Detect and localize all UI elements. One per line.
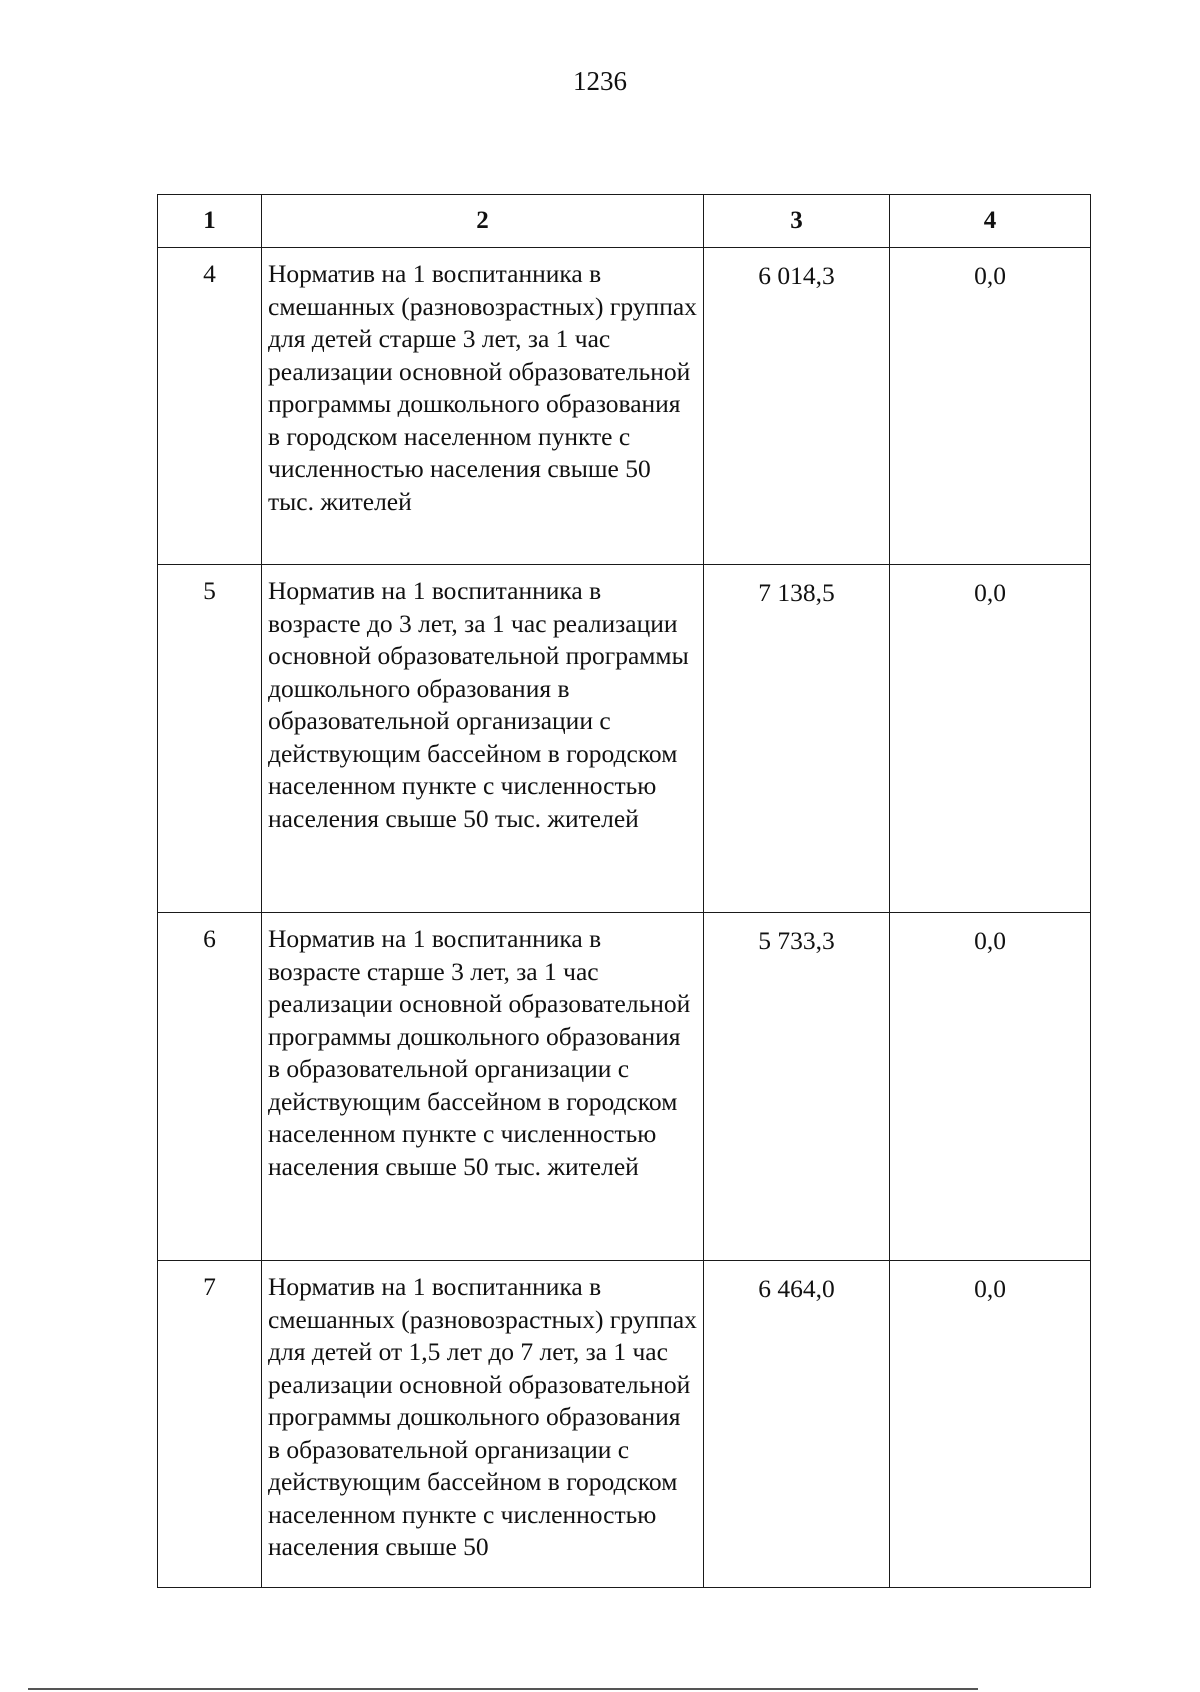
table-row [158, 248, 1091, 565]
row-description: Норматив на 1 воспитанника в смешанных (разновозрастных) группах для детей старше 3 лет, за 1 час реализации основной образовательной программы дошкольного образования в городском населенном пункте с численностью населения свыше 50 тыс. жителей [262, 248, 704, 565]
table-row [158, 1261, 1091, 1588]
row-value-col4: 0,0 [890, 913, 1091, 1261]
row-description: Норматив на 1 воспитанника в возрасте до 3 лет, за 1 час реализации основной образовательной программы дошкольного образования в образовательной организации с действующим бассейном в городском населенном пункте с численностью населения свыше 50 тыс. жителей [262, 565, 704, 913]
row-description: Норматив на 1 воспитанника в возрасте старше 3 лет, за 1 час реализации основной образовательной программы дошкольного образования в образовательной организации с действующим бассейном в городском населенном пункте с численностью населения свыше 50 тыс. жителей [262, 913, 704, 1261]
row-number: 5 [158, 565, 262, 913]
row-value-col4: 0,0 [890, 565, 1091, 913]
row-value-col4: 0,0 [890, 248, 1091, 565]
row-value-col3: 6 014,3 [704, 248, 890, 565]
header-col-2: 2 [262, 195, 704, 248]
row-description: Норматив на 1 воспитанника в смешанных (разновозрастных) группах для детей от 1,5 лет до 7 лет, за 1 час реализации основной образовательной программы дошкольного образования в образовательной организации с действующим бассейном в городском населенном пункте с численностью населения свыше 50 [262, 1261, 704, 1588]
scan-edge-line [28, 1688, 978, 1690]
table-header-row [158, 195, 1091, 248]
row-number: 7 [158, 1261, 262, 1588]
standards-table [157, 194, 1091, 1588]
row-value-col3: 6 464,0 [704, 1261, 890, 1588]
row-number: 4 [158, 248, 262, 565]
row-value-col4: 0,0 [890, 1261, 1091, 1588]
header-col-1: 1 [158, 195, 262, 248]
row-number: 6 [158, 913, 262, 1261]
row-value-col3: 7 138,5 [704, 565, 890, 913]
header-col-4: 4 [890, 195, 1091, 248]
table-row [158, 913, 1091, 1261]
header-col-3: 3 [704, 195, 890, 248]
page-number: 1236 [573, 66, 627, 96]
table-row [158, 565, 1091, 913]
row-value-col3: 5 733,3 [704, 913, 890, 1261]
